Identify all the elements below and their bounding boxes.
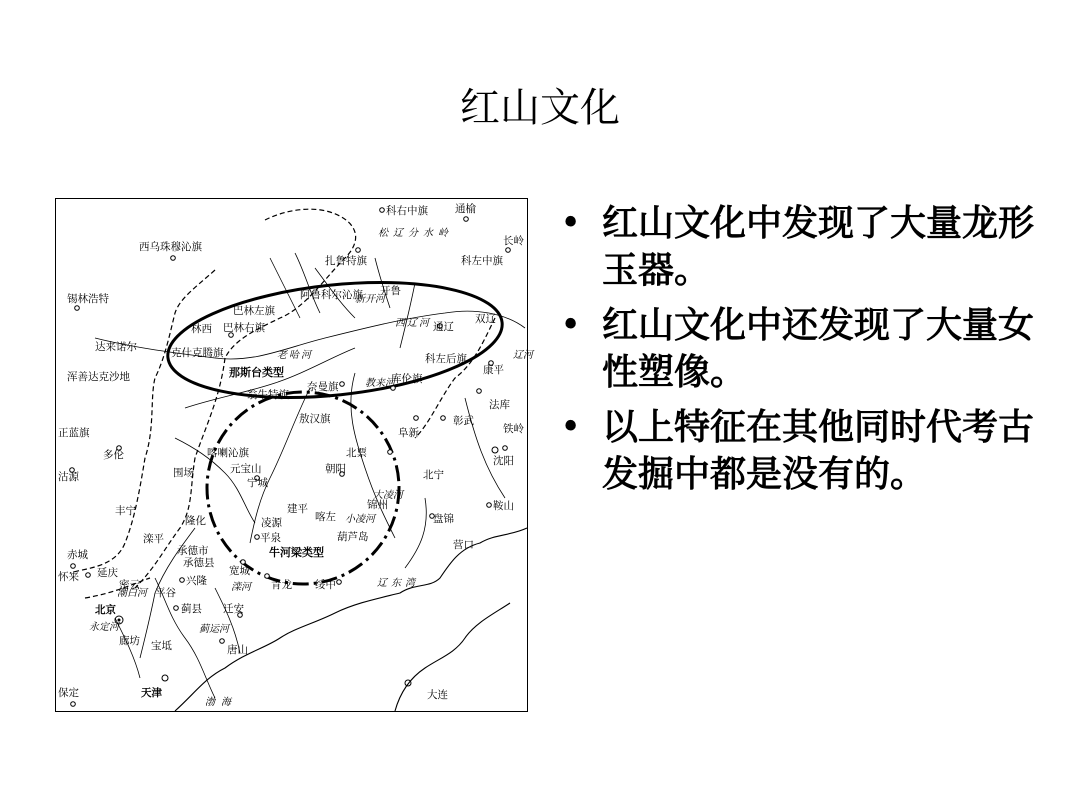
bullet-dot-icon: • xyxy=(560,407,582,448)
map-label: 天津 xyxy=(141,687,162,699)
map-label: 滦平 xyxy=(143,533,164,545)
map-label: 奈曼旗 xyxy=(307,381,339,393)
map-label: 小凌河 xyxy=(345,514,375,525)
map-label: 阿鲁科尔沁旗 xyxy=(300,289,363,301)
map-label: 潮白河 xyxy=(117,588,147,599)
map-label: 绥中 xyxy=(315,579,336,591)
map-label: 彰武 xyxy=(453,415,474,427)
map-label: 辽东湾 xyxy=(377,578,419,589)
map-label: 营口 xyxy=(453,539,474,551)
map-label: 通榆 xyxy=(455,203,476,215)
bullet-item xyxy=(560,302,1060,396)
bullet-list xyxy=(560,200,1060,506)
map-label: 科右中旗 xyxy=(386,205,428,217)
bullet-text: 红山文化中发现了大量龙形玉器。 xyxy=(602,202,1035,291)
bullet-item xyxy=(560,404,1060,498)
map-label: 巴林左旗 xyxy=(233,305,275,317)
map-label: 围场 xyxy=(173,467,194,479)
bullet-text: 以上特征在其他同时代考古发掘中都是没有的。 xyxy=(602,406,1035,495)
map-label: 宽城 xyxy=(229,565,250,577)
map-label: 沽源 xyxy=(58,471,79,483)
map-label: 敖汉旗 xyxy=(299,413,331,425)
map-label: 宝坻 xyxy=(151,640,172,652)
niuheliang-type-label: 牛河梁类型 xyxy=(269,546,324,559)
map-label: 兴隆 xyxy=(186,575,207,587)
map-label: 北宁 xyxy=(423,469,444,481)
map-label: 法库 xyxy=(489,399,510,411)
map-label: 大凌河 xyxy=(373,490,403,501)
bullet-item xyxy=(560,200,1060,294)
map-label: 康平 xyxy=(483,364,504,376)
map-label: 达来诺尔 xyxy=(95,341,137,353)
bullet-text: 红山文化中还发现了大量女性塑像。 xyxy=(602,304,1035,393)
map-label: 通辽 xyxy=(433,321,454,333)
map-label: 凌源 xyxy=(261,517,282,529)
map-label: 北京 xyxy=(95,604,116,616)
map-label: 平泉 xyxy=(260,532,281,544)
map-label: 永定河 xyxy=(89,622,119,633)
map-label: 双辽 xyxy=(475,313,496,325)
map-label: 承德县 xyxy=(183,557,215,569)
map-label: 葫芦岛 xyxy=(337,531,369,543)
map-label: 隆化 xyxy=(185,515,206,527)
map-label: 怀来 xyxy=(58,571,79,583)
map-label: 新开河 xyxy=(355,294,385,305)
map-label: 蓟县 xyxy=(181,603,202,615)
map-label: 扎鲁特旗 xyxy=(325,255,367,267)
hongshan-culture-map xyxy=(55,198,533,712)
map-label: 宁城 xyxy=(247,477,268,489)
map-label: 科左后旗 xyxy=(425,353,467,365)
map-label: 元宝山 xyxy=(230,463,262,475)
map-label: 迁安 xyxy=(223,603,244,615)
map-label: 丰宁 xyxy=(115,505,136,517)
map-label: 平谷 xyxy=(155,587,176,599)
map-label: 库伦旗 xyxy=(391,373,423,385)
map-label: 保定 xyxy=(58,687,79,699)
map-label: 锦州 xyxy=(367,499,388,511)
map-label: 密云 xyxy=(119,579,140,591)
map-label: 西辽河 xyxy=(395,318,431,329)
map-label: 辽河 xyxy=(513,350,533,361)
map-label: 老哈河 xyxy=(277,350,313,361)
map-label: 开鲁 xyxy=(380,285,401,297)
map-label: 唐山 xyxy=(227,644,248,656)
map-label: 盘锦 xyxy=(433,513,454,525)
bullet-dot-icon: • xyxy=(560,203,582,244)
map-label: 西乌珠穆沁旗 xyxy=(139,241,202,253)
map-label: 铁岭 xyxy=(503,423,524,435)
map-label: 长岭 xyxy=(503,235,524,247)
bullet-dot-icon: • xyxy=(560,305,582,346)
map-label: 锡林浩特 xyxy=(67,293,109,305)
map-label: 松辽分水岭 xyxy=(378,228,453,239)
map-label: 沈阳 xyxy=(493,455,514,467)
map-label: 科左中旗 xyxy=(461,255,503,267)
map-label: 北票 xyxy=(346,447,367,459)
map-label: 鞍山 xyxy=(493,500,514,512)
nasitai-type-label: 那斯台类型 xyxy=(229,366,284,379)
slide-title: 红山文化 xyxy=(460,85,620,131)
map-label: 蓟运河 xyxy=(199,624,229,635)
map-label: 大连 xyxy=(427,689,448,701)
map-label: 朝阳 xyxy=(325,463,346,475)
map-label: 喀左 xyxy=(315,511,336,523)
map-label: 克什克腾旗 xyxy=(171,347,224,359)
map-label: 建平 xyxy=(287,503,308,515)
map-label: 教来河 xyxy=(365,378,395,389)
map-label: 正蓝旗 xyxy=(58,427,90,439)
map-label: 滦河 xyxy=(231,582,251,593)
map-label: 翁牛特旗 xyxy=(247,389,289,401)
map-label: 延庆 xyxy=(97,567,118,579)
map-label: 阜新 xyxy=(398,427,419,439)
map-label: 赤城 xyxy=(67,549,88,561)
map-label: 承德市 xyxy=(177,545,209,557)
map-label: 渤海 xyxy=(205,697,237,708)
map-label: 巴林右旗 xyxy=(223,322,265,334)
map-label: 喀喇沁旗 xyxy=(207,447,249,459)
map-label: 多伦 xyxy=(103,449,124,461)
map-label: 廊坊 xyxy=(119,635,140,647)
map-label: 青龙 xyxy=(271,579,292,591)
map-label: 林西 xyxy=(191,323,212,335)
map-label: 浑善达克沙地 xyxy=(67,371,130,383)
